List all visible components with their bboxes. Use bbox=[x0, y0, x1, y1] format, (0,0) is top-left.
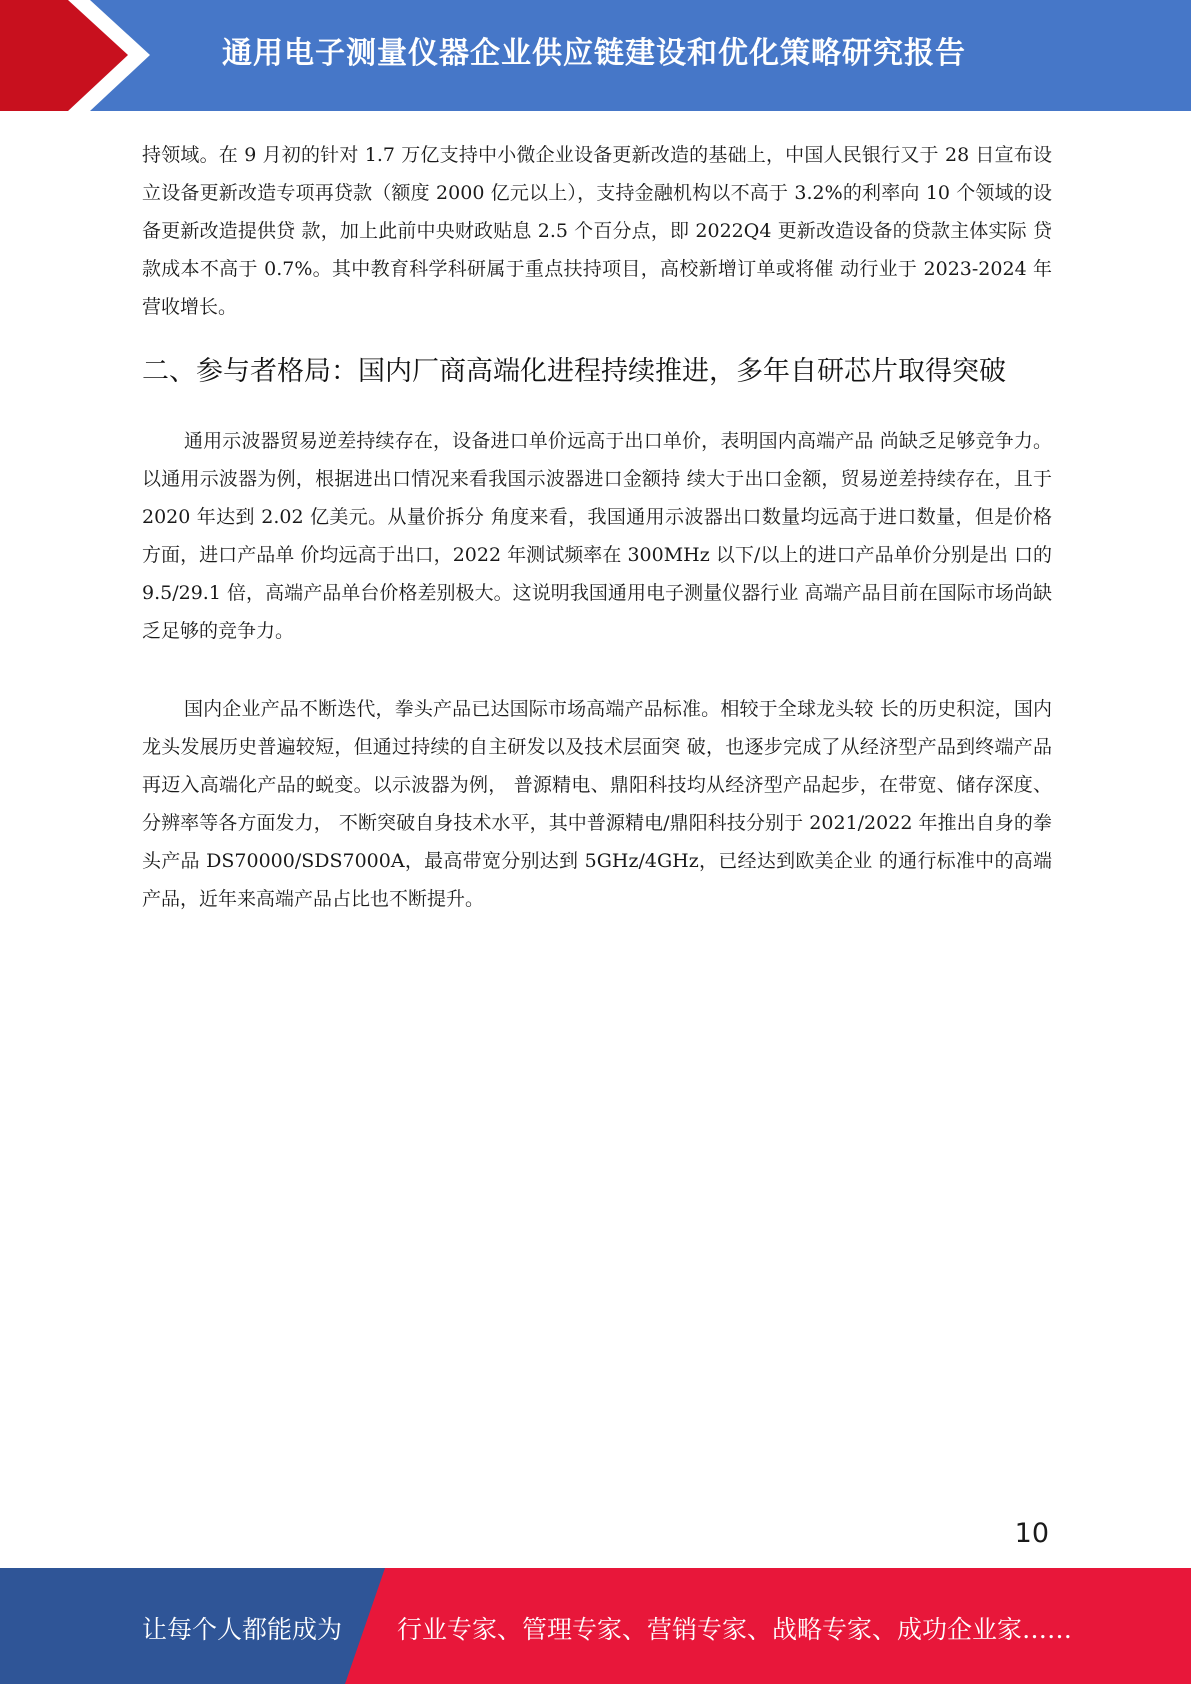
body-paragraph: 持领域。在 9 月初的针对 1.7 万亿支持中小微企业设备更新改造的基础上，中国人民银行又于 28 日宣布设立设备更新改造专项再贷款（额度 2000 亿元以上），支持金融机构以不高于 3.2%的利率向 10 个领域的设备更新改造提供贷 款，加上此前中央财政贴息 2.5 个百分点，即 2022Q4 更新改造设备的贷款主体实际 贷款成本不高于 0.7%。其中教育科学科研属于重点扶持项目，高校新增订单或将催 动行业于 2023-2024 年营收增长。 bbox=[142, 144, 1052, 318]
page-header bbox=[0, 0, 1191, 111]
main-content bbox=[142, 136, 1052, 918]
page-number: 10 bbox=[1014, 1518, 1049, 1549]
section-heading: 二、参与者格局：国内厂商高端化进程持续推进，多年自研芯片取得突破 bbox=[142, 356, 1006, 387]
page-footer bbox=[0, 1568, 1191, 1684]
footer-slogan-right: 行业专家、管理专家、营销专家、战略专家、成功企业家…… bbox=[397, 1615, 1073, 1644]
report-title: 通用电子测量仪器企业供应链建设和优化策略研究报告 bbox=[222, 36, 966, 71]
footer-slogan-left: 让每个人都能成为 bbox=[142, 1615, 343, 1644]
body-paragraph: 国内企业产品不断迭代，拳头产品已达国际市场高端产品标准。相较于全球龙头较 长的历史积淀，国内龙头发展历史普遍较短，但通过持续的自主研发以及技术层面突 破，也逐步完成了从经济型产品到终端产品再迈入高端化产品的蜕变。以示波器为例， 普源精电、鼎阳科技均从经济型产品起步，在带宽、储存深度、分辨率等各方面发力， 不断突破自身技术水平，其中普源精电/鼎阳科技分别于 2021/2022 年推出自身的拳 头产品 DS70000/SDS7000A，最高带宽分别达到 5GHz/4GHz，已经达到欧美企业 的通行标准中的高端产品，近年来高端产品占比也不断提升。 bbox=[142, 698, 1052, 910]
body-paragraph: 通用示波器贸易逆差持续存在，设备进口单价远高于出口单价，表明国内高端产品 尚缺乏足够竞争力。以通用示波器为例，根据进出口情况来看我国示波器进口金额持 续大于出口金额，贸易逆差持续存在，且于 2020 年达到 2.02 亿美元。从量价拆分 角度来看，我国通用示波器出口数量均远高于进口数量，但是价格方面，进口产品单 价均远高于出口，2022 年测试频率在 300MHz 以下/以上的进口产品单价分别是出 口的 9.5/29.1 倍，高端产品单台价格差别极大。这说明我国通用电子测量仪器行业 高端产品目前在国际市场尚缺乏足够的竞争力。 bbox=[142, 430, 1052, 642]
